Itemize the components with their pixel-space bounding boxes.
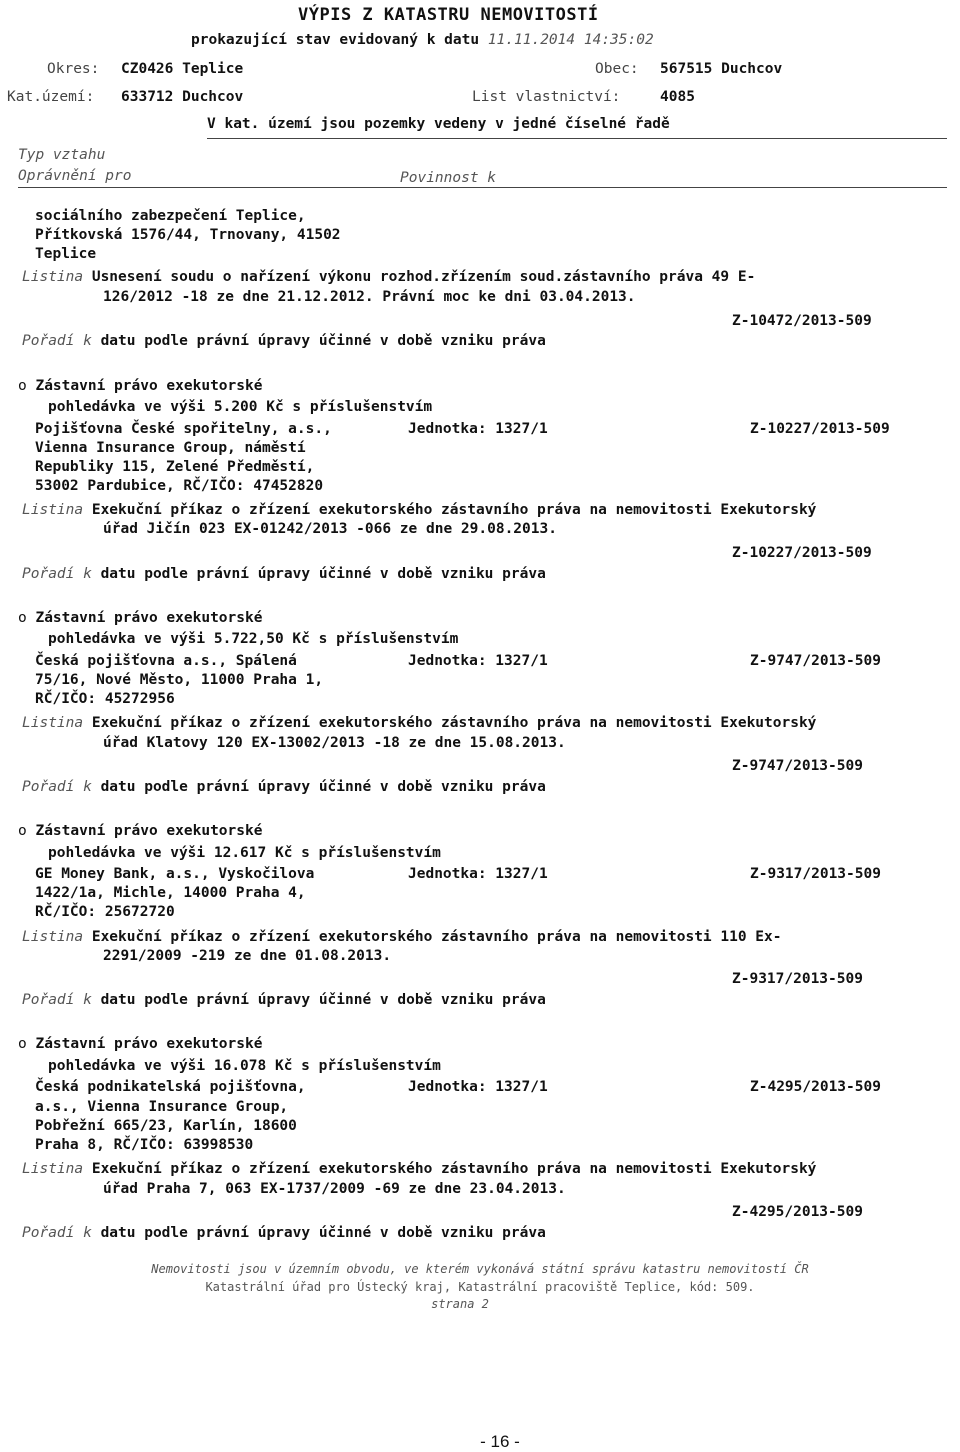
entry-type-text: Zástavní právo exekutorské: [35, 610, 263, 626]
poradi-text: datu podle právní úpravy účinné v době vzniku práva: [100, 1225, 546, 1241]
header-rule: [207, 138, 947, 139]
top-address-line: Teplice: [35, 246, 97, 262]
top-address-line: Přítkovská 1576/44, Trnovany, 41502: [35, 227, 341, 243]
entry-jednotka: Jednotka: 1327/1: [408, 421, 548, 437]
listina-text: Exekuční příkaz o zřízení exekutorského zástavního práva na nemovitosti Exekutorský: [91, 1161, 817, 1177]
top-poradi: [22, 332, 546, 350]
listina-label: Listina: [22, 1161, 84, 1177]
footer-page: strana 2: [431, 1297, 489, 1311]
obec-value: 567515 Duchcov: [660, 61, 783, 77]
entry-z-reference: Z-10227/2013-509: [732, 545, 872, 561]
entry-listina-cont: úřad Klatovy 120 EX-13002/2013 -18 ze dne 15.08.2013.: [103, 735, 566, 751]
poradi-text: datu podle právní úpravy účinné v době vzniku práva: [100, 992, 546, 1008]
entry-poradi: [22, 565, 546, 583]
bullet: o: [18, 610, 27, 626]
entry-claim: pohledávka ve výši 5.200 Kč s příslušenstvím: [48, 399, 433, 415]
top-listina: [22, 268, 755, 286]
entry-claim: pohledávka ve výši 16.078 Kč s příslušenstvím: [48, 1058, 441, 1074]
creditor-line: Vienna Insurance Group, náměstí: [35, 440, 306, 456]
entry-listina-cont: úřad Praha 7, 063 EX-1737/2009 -69 ze dne 23.04.2013.: [103, 1181, 566, 1197]
entry-poradi: [22, 991, 546, 1009]
entry-listina-cont: 2291/2009 -219 ze dne 01.08.2013.: [103, 948, 392, 964]
entry-type: [18, 609, 262, 627]
poradi-label: Pořadí k: [22, 992, 92, 1008]
entry-z-reference: Z-9747/2013-509: [732, 758, 863, 774]
entry-listina: [22, 501, 816, 519]
poradi-label: Pořadí k: [22, 1225, 92, 1241]
lv-label: List vlastnictví:: [472, 89, 621, 105]
poradi-label: Pořadí k: [22, 333, 92, 349]
lv-value: 4085: [660, 89, 695, 105]
creditor-line: Republiky 115, Zelené Předměstí,: [35, 459, 315, 475]
poradi-text: datu podle právní úpravy účinné v době vzniku práva: [100, 333, 546, 349]
entry-jednotka: Jednotka: 1327/1: [408, 1079, 548, 1095]
entry-type-text: Zástavní právo exekutorské: [35, 1036, 263, 1052]
entry-type: [18, 377, 262, 395]
creditor-line: Česká podnikatelská pojišťovna,: [35, 1079, 306, 1095]
subtitle-prefix: prokazující stav evidovaný k datu: [191, 32, 480, 48]
poradi-label: Pořadí k: [22, 566, 92, 582]
entry-listina: [22, 714, 816, 732]
creditor-line: Pobřežní 665/23, Karlín, 18600: [35, 1118, 297, 1134]
document-subtitle: [191, 31, 654, 49]
listina-text: Usnesení soudu o nařízení výkonu rozhod.zřízením soud.zástavního práva 49 E-: [91, 269, 756, 285]
column-rule: [18, 187, 947, 188]
entry-z-reference: Z-4295/2013-509: [732, 1204, 863, 1220]
creditor-line: RČ/IČO: 25672720: [35, 904, 175, 920]
listina-label: Listina: [22, 715, 84, 731]
col-typ-vztahu: Typ vztahu: [18, 147, 106, 163]
entry-jednotka: Jednotka: 1327/1: [408, 866, 548, 882]
col-opravneni-pro: Oprávnění pro: [18, 168, 132, 184]
creditor-line: 1422/1a, Michle, 14000 Praha 4,: [35, 885, 306, 901]
entry-type: [18, 822, 262, 840]
top-z-reference: Z-10472/2013-509: [732, 313, 872, 329]
entry-listina: [22, 928, 782, 946]
creditor-line: RČ/IČO: 45272956: [35, 691, 175, 707]
subtitle-date: 11.11.2014 14:35:02: [487, 32, 654, 48]
creditor-line: Praha 8, RČ/IČO: 63998530: [35, 1137, 254, 1153]
footer-office: Katastrální úřad pro Ústecký kraj, Katastrální pracoviště Teplice, kód: 509.: [205, 1280, 755, 1294]
poradi-text: datu podle právní úpravy účinné v době vzniku práva: [100, 566, 546, 582]
cadastral-note: V kat. území jsou pozemky vedeny v jedné číselné řadě: [207, 116, 670, 132]
document-title: VÝPIS Z KATASTRU NEMOVITOSTÍ: [298, 5, 599, 25]
entry-z-reference: Z-9317/2013-509: [750, 866, 881, 882]
entry-poradi: [22, 1224, 546, 1242]
entry-z-reference: Z-4295/2013-509: [750, 1079, 881, 1095]
obec-label: Obec:: [595, 61, 639, 77]
creditor-line: 75/16, Nové Město, 11000 Praha 1,: [35, 672, 324, 688]
entry-jednotka: Jednotka: 1327/1: [408, 653, 548, 669]
creditor-line: Pojišťovna České spořitelny, a.s.,: [35, 421, 332, 437]
bullet: o: [18, 1036, 27, 1052]
katuzemi-label: Kat.území:: [7, 89, 95, 105]
listina-label: Listina: [22, 502, 84, 518]
listina-label: Listina: [22, 929, 84, 945]
footer-jurisdiction: Nemovitosti jsou v územním obvodu, ve kterém vykonává státní správu katastru nemovitostí ČR: [151, 1262, 809, 1276]
entry-type-text: Zástavní právo exekutorské: [35, 378, 263, 394]
listina-text: Exekuční příkaz o zřízení exekutorského zástavního práva na nemovitosti Exekutorský: [91, 715, 817, 731]
okres-value: CZ0426 Teplice: [121, 61, 244, 77]
entry-z-reference: Z-9747/2013-509: [750, 653, 881, 669]
katuzemi-value: 633712 Duchcov: [121, 89, 244, 105]
creditor-line: GE Money Bank, a.s., Vyskočilova: [35, 866, 315, 882]
entry-claim: pohledávka ve výši 5.722,50 Kč s příslušenstvím: [48, 631, 459, 647]
entry-type-text: Zástavní právo exekutorské: [35, 823, 263, 839]
listina-text: Exekuční příkaz o zřízení exekutorského zástavního práva na nemovitosti 110 Ex-: [91, 929, 782, 945]
entry-claim: pohledávka ve výši 12.617 Kč s příslušenstvím: [48, 845, 441, 861]
creditor-line: Česká pojišťovna a.s., Spálená: [35, 653, 297, 669]
creditor-line: a.s., Vienna Insurance Group,: [35, 1099, 289, 1115]
bullet: o: [18, 378, 27, 394]
top-address-line: sociálního zabezpečení Teplice,: [35, 208, 306, 224]
okres-label: Okres:: [47, 61, 100, 77]
listina-label: Listina: [22, 269, 84, 285]
poradi-label: Pořadí k: [22, 779, 92, 795]
bullet: o: [18, 823, 27, 839]
entry-listina-cont: úřad Jičín 023 EX-01242/2013 -066 ze dne 29.08.2013.: [103, 521, 557, 537]
entry-poradi: [22, 778, 546, 796]
creditor-line: 53002 Pardubice, RČ/IČO: 47452820: [35, 478, 324, 494]
entry-z-reference: Z-9317/2013-509: [732, 971, 863, 987]
top-listina-cont: 126/2012 -18 ze dne 21.12.2012. Právní moc ke dni 03.04.2013.: [103, 289, 636, 305]
col-povinnost-k: Povinnost k: [400, 170, 497, 186]
page-number: - 16 -: [480, 1432, 520, 1451]
poradi-text: datu podle právní úpravy účinné v době vzniku práva: [100, 779, 546, 795]
listina-text: Exekuční příkaz o zřízení exekutorského zástavního práva na nemovitosti Exekutorský: [91, 502, 817, 518]
entry-type: [18, 1035, 262, 1053]
entry-z-reference: Z-10227/2013-509: [750, 421, 890, 437]
entry-listina: [22, 1160, 816, 1178]
